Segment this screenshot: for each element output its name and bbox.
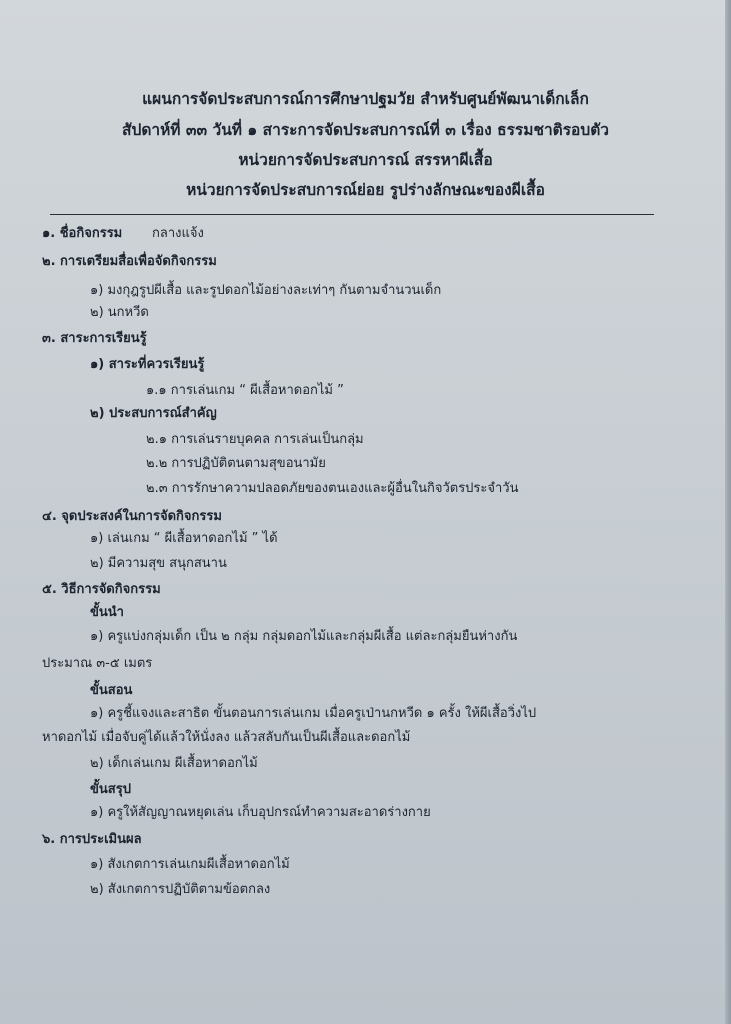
section-5-label: ๕. วิธีการจัดกิจกรรม [42, 582, 161, 597]
section-3-sub-2-item-2: ๒.๒ การปฏิบัติตนตามสุขอนามัย [146, 456, 326, 471]
header-divider [50, 214, 654, 215]
section-5-teach-item-2: ๒) เด็กเล่นเกม ผีเสื้อหาดอกไม้ [90, 756, 258, 771]
section-5-teach-item-1: ๑) ครูชี้แจงและสาธิต ขั้นตอนการเล่นเกม เมื่อครูเป่านกหวีด ๑ ครั้ง ให้ผีเสื้อวิ่งไป [90, 706, 537, 721]
section-5-intro-heading: ขั้นนำ [90, 605, 124, 620]
section-6-item-2: ๒) สังเกตการปฏิบัติตามข้อตกลง [90, 882, 271, 897]
title-line-4: หน่วยการจัดประสบการณ์ย่อย รูปร่างลักษณะของผีเสื้อ [186, 181, 545, 199]
section-3-label: ๓. สาระการเรียนรู้ [42, 331, 147, 346]
section-5-teach-heading: ขั้นสอน [90, 683, 133, 698]
section-6-label: ๖. การประเมินผล [42, 832, 142, 847]
section-3-sub-2-item-1: ๒.๑ การเล่นรายบุคคล การเล่นเป็นกลุ่ม [146, 432, 364, 447]
section-1-label: ๑. ชื่อกิจกรรม [42, 226, 123, 241]
section-3-sub-2-item-3: ๒.๓ การรักษาความปลอดภัยของตนเองและผู้อื่นในกิจวัตรประจำวัน [146, 481, 519, 496]
section-4-item-1: ๑) เล่นเกม “ ผีเสื้อหาดอกไม้ ” ได้ [90, 531, 278, 546]
section-5-intro-item-1-cont: ประมาณ ๓-๕ เมตร [42, 656, 153, 671]
section-5-teach-item-1-cont: หาดอกไม้ เมื่อจับคู่ได้แล้วให้นั่งลง แล้วสลับกันเป็นผีเสื้อและดอกไม้ [42, 730, 411, 745]
title-line-2: สัปดาห์ที่ ๓๓ วันที่ ๑ สาระการจัดประสบการณ์ที่ ๓ เรื่อง ธรรมชาติรอบตัว [122, 121, 609, 139]
section-2-label: ๒. การเตรียมสื่อเพื่อจัดกิจกรรม [42, 254, 217, 269]
section-2-item-1: ๑) มงกุฎรูปผีเสื้อ และรูปดอกไม้อย่างละเท่าๆ กันตามจำนวนเด็ก [90, 283, 442, 298]
section-5-intro-item-1: ๑) ครูแบ่งกลุ่มเด็ก เป็น ๒ กลุ่ม กลุ่มดอกไม้และกลุ่มผีเสื้อ แต่ละกลุ่มยืนห่างกัน [90, 629, 518, 644]
section-3-sub-1: ๑) สาระที่ควรเรียนรู้ [90, 357, 205, 372]
section-4-item-2: ๒) มีความสุข สนุกสนาน [90, 556, 227, 571]
section-4-label: ๔. จุดประสงค์ในการจัดกิจกรรม [42, 509, 222, 524]
section-1-value: กลางแจ้ง [152, 226, 204, 241]
section-5-summary-heading: ขั้นสรุป [90, 782, 131, 797]
section-6-item-1: ๑) สังเกตการเล่นเกมผีเสื้อหาดอกไม้ [90, 857, 290, 872]
title-line-1: แผนการจัดประสบการณ์การศึกษาปฐมวัย สำหรับศูนย์พัฒนาเด็กเล็ก [142, 90, 589, 108]
section-2-item-2: ๒) นกหวีด [90, 305, 149, 320]
section-5-summary-item-1: ๑) ครูให้สัญญาณหยุดเล่น เก็บอุปกรณ์ทำความสะอาดร่างกาย [90, 805, 431, 820]
section-3-sub-1-item-1: ๑.๑ การเล่นเกม “ ผีเสื้อหาดอกไม้ ” [146, 383, 344, 398]
title-line-3: หน่วยการจัดประสบการณ์ สรรหาผีเสื้อ [238, 151, 493, 169]
section-3-sub-2: ๒) ประสบการณ์สำคัญ [90, 406, 217, 421]
